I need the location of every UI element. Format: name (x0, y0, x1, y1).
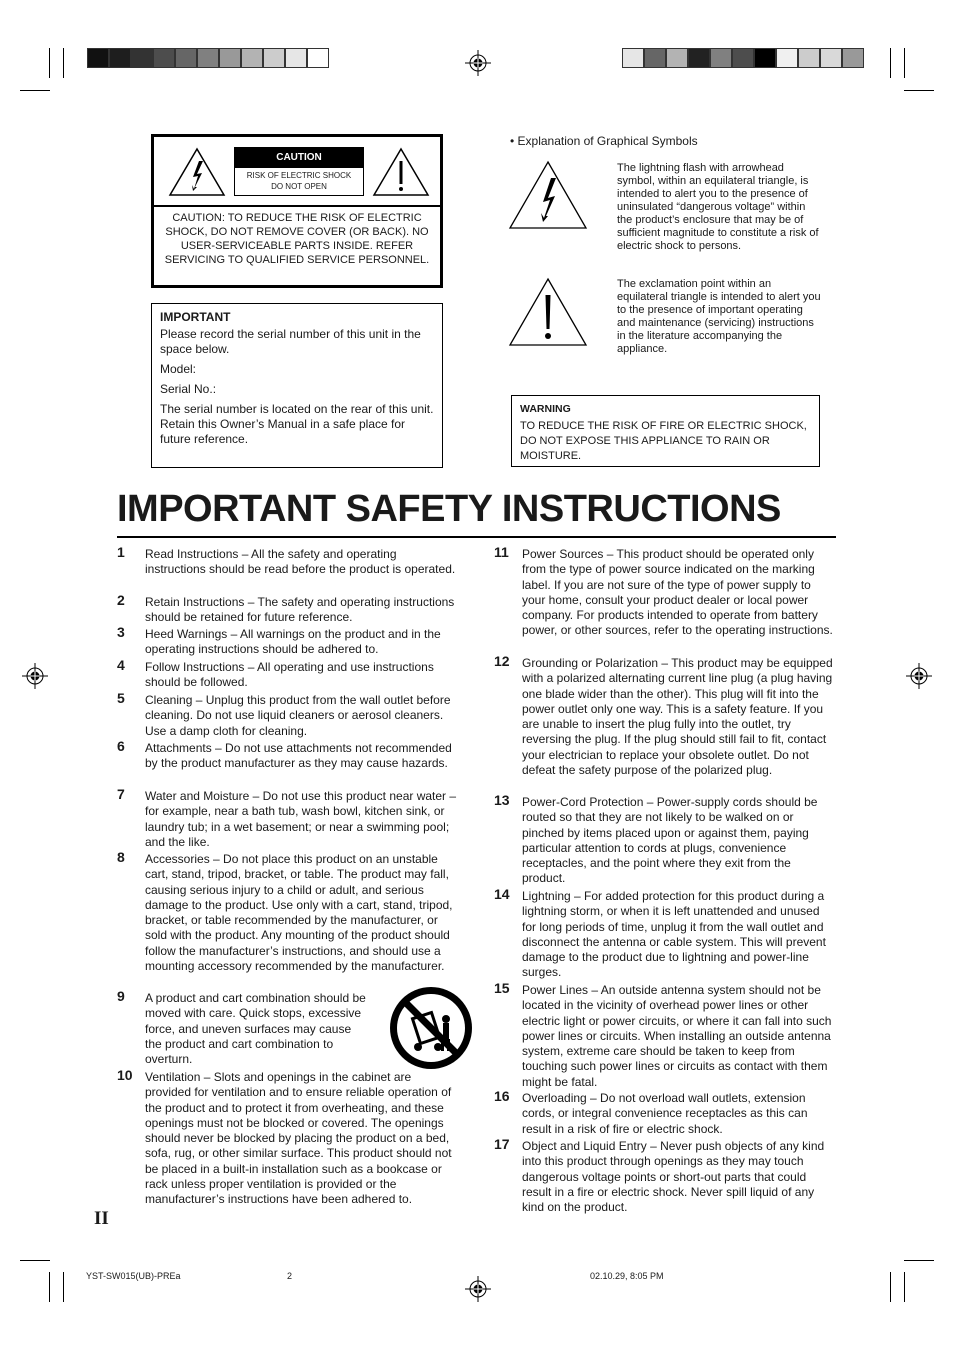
item-number: 3 (117, 624, 125, 640)
grayscale-swatch (776, 48, 798, 68)
list-item (494, 1088, 836, 1137)
footer-timestamp: 02.10.29, 8:05 PM (590, 1271, 664, 1281)
list-item (117, 786, 459, 850)
item-number: 11 (494, 544, 509, 560)
footer-page: 2 (287, 1271, 293, 1281)
item-number: 17 (494, 1136, 510, 1152)
item-number: 2 (117, 592, 125, 608)
item-text: Power Sources – This product should be operated only from the type of power source indicated on the marking label. If you are not sure of the type of power supply to your home, consult your product dealer or local power company. For products intended to operate from battery power, or other sources, refer to the operating instructions. (522, 547, 833, 638)
item-text: Overloading – Do not overload wall outlets, extension cords, or integral convenience receptacles as this can result in a risk of fire or electric shock. (522, 1091, 808, 1136)
page-title: IMPORTANT SAFETY INSTRUCTIONS (117, 488, 781, 530)
grayscale-swatch (622, 48, 644, 68)
list-item (117, 624, 459, 658)
item-number: 6 (117, 738, 125, 754)
list-item (117, 690, 459, 739)
item-text: Follow Instructions – All operating and use instructions should be followed. (145, 660, 434, 690)
item-text: Lightning – For added protection for this product during a lightning storm, or when it is left unattended and unused for long periods of time, unplug it from the wall outlet and disconnect the antenna or cable system. This will prevent damage to the product due to lightning and power-line surges. (522, 889, 826, 980)
list-item (117, 657, 459, 691)
warning-title: WARNING (520, 403, 571, 415)
title-underline (117, 536, 836, 538)
graphical-symbols-heading: • Explanation of Graphical Symbols (510, 134, 698, 148)
important-box (151, 303, 443, 468)
item-text: Power Lines – An outside antenna system should not be located in the vicinity of overhead power lines or other electric light or power circuits, or where it can fall into such power lines or circuits. When installing an outside antenna system, extreme care should be taken to keep from touching such power lines or circuits as contact with them might be fatal. (522, 983, 832, 1089)
item-number: 16 (494, 1088, 510, 1104)
registration-target-left-icon (22, 663, 48, 689)
list-item (494, 886, 836, 981)
item-number: 5 (117, 690, 125, 706)
item-text: Water and Moisture – Do not use this product near water – for example, near a bath tub, wash bowl, kitchen sink, or laundry tub; in a wet basement; or near a swimming pool; and the like. (145, 789, 457, 849)
exclamation-triangle-icon (372, 147, 430, 197)
item-number: 4 (117, 657, 125, 673)
item-text: Read Instructions – All the safety and operating instructions should be read before the product is operated. (145, 547, 456, 577)
item-number: 14 (494, 886, 510, 902)
item-text: Attachments – Do not use attachments not recommended by the product manufacturer as they may cause hazards. (145, 741, 452, 771)
grayscale-swatch (197, 48, 219, 68)
item-number: 10 (117, 1067, 133, 1083)
grayscale-swatch (263, 48, 285, 68)
warning-text: TO REDUCE THE RISK OF FIRE OR ELECTRIC SHOCK, DO NOT EXPOSE THIS APPLIANCE TO RAIN OR MOISTURE. (520, 420, 807, 462)
grayscale-swatch (754, 48, 776, 68)
grayscale-swatch (285, 48, 307, 68)
lightning-explanation: The lightning flash with arrowhead symbol, within an equilateral triangle, is intended to alert you to the presence of uninsulated “dangerous voltage” within the product’s enclosure that may be of sufficient magnitude to constitute a risk of electric shock to persons. (617, 162, 819, 252)
warning-box (511, 395, 820, 467)
item-text: Ventilation – Slots and openings in the cabinet are provided for ventilation and to ensure reliable operation of the product and to protect it from overheating, and these openings must not be blocked or covered. The openings should never be blocked by placing the product on a bed, sofa, rug, or other similar surface. This product should not be placed in a built-in installation such as a bookcase or rack unless proper ventilation is provided or the manufacturer’s instructions have been adhered to. (145, 1070, 452, 1207)
list-item (494, 653, 836, 778)
grayscale-swatch (688, 48, 710, 68)
caution-label-line2: DO NOT OPEN (271, 182, 327, 191)
grayscale-swatch (175, 48, 197, 68)
grayscale-swatch (219, 48, 241, 68)
exclamation-triangle-icon (508, 277, 588, 347)
item-number: 12 (494, 653, 510, 669)
item-number: 8 (117, 849, 125, 865)
caution-label-line1: RISK OF ELECTRIC SHOCK (246, 171, 352, 180)
item-text: Object and Liquid Entry – Never push objects of any kind into this product through openings as they may touch dangerous voltage points or short-out parts that could result in a fire or electric shock. Never spill liquid of any kind on the product. (522, 1139, 825, 1215)
grayscale-swatch (109, 48, 131, 68)
item-text: Grounding or Polarization – This product may be equipped with a polarized alternating current line plug (a plug having one blade wider than the other). This plug will fit into the power outlet only one way. This is a safety feature. If you are unable to insert the plug fully into the outlet, try reversing the plug. If the plug should still fail to fit, contact your electrician to replace your obsolete outlet. Do not defeat the safety purpose of the polarized plug. (522, 656, 833, 778)
registration-target-top-icon (465, 50, 491, 76)
list-item (117, 1067, 459, 1208)
lightning-triangle-icon (508, 160, 588, 230)
grayscale-swatch (241, 48, 263, 68)
grayscale-swatch (131, 48, 153, 68)
grayscale-swatch (644, 48, 666, 68)
footer-filename: YST-SW015(UB)-PREa (86, 1271, 181, 1281)
grayscale-swatch (820, 48, 842, 68)
item-text: Accessories – Do not place this product on an unstable cart, stand, tripod, bracket, or table. The product may fall, causing serious injury to a child or adult, and serious damage to the product. Use only with a cart, stand, tripod, bracket, or table recommended by the manufacturer, or sold with the product. Any mounting of the product should follow the manufacturer’s instructions, and should use a mounting accessory recommended by the manufacturer. (145, 852, 453, 974)
grayscale-swatch (732, 48, 754, 68)
grayscale-swatch (87, 48, 109, 68)
important-serial: Serial No.: (160, 382, 217, 396)
exclamation-explanation: The exclamation point within an equilateral triangle is intended to alert you to the presence of important operating and maintenance (servicing) instructions in the literature accompanying the appliance. (617, 278, 821, 355)
registration-target-right-icon (906, 663, 932, 689)
item-text: A product and cart combination should be moved with care. Quick stops, excessive force, and uneven surfaces may cause the product and cart combination to overturn. (145, 991, 366, 1067)
grayscale-swatch (798, 48, 820, 68)
grayscale-swatch (153, 48, 175, 68)
important-model: Model: (160, 362, 197, 376)
item-text: Heed Warnings – All warnings on the product and in the operating instructions should be adhered to. (145, 627, 441, 657)
caution-text: CAUTION: TO REDUCE THE RISK OF ELECTRIC SHOCK, DO NOT REMOVE COVER (OR BACK). NO USER-SERVICEABLE PARTS INSIDE. REFER SERVICING TO QUALIFIED SERVICE PERSONNEL. (164, 212, 430, 266)
grayscale-swatch (666, 48, 688, 68)
grayscale-swatch (307, 48, 329, 68)
caution-label-title: CAUTION (235, 148, 363, 168)
list-item (117, 592, 459, 626)
item-number: 15 (494, 980, 510, 996)
lightning-triangle-icon (168, 147, 226, 197)
list-item (117, 988, 367, 1067)
important-p4: The serial number is located on the rear of this unit. (160, 402, 434, 416)
item-number: 1 (117, 544, 125, 560)
list-item (494, 792, 836, 887)
important-p5: Retain this Owner’s Manual in a safe place for future reference. (160, 417, 406, 446)
page-number: II (94, 1208, 109, 1229)
caution-label (234, 147, 364, 196)
list-item (494, 1136, 836, 1215)
item-text: Cleaning – Unplug this product from the wall outlet before cleaning. Do not use liquid cleaners or aerosol cleaners. Use a damp cloth for cleaning. (145, 693, 451, 738)
item-number: 7 (117, 786, 125, 802)
item-number: 9 (117, 988, 125, 1004)
list-item (117, 849, 459, 974)
registration-target-bottom-icon (465, 1276, 491, 1302)
list-item (494, 980, 836, 1090)
list-item (117, 738, 459, 772)
caution-box-header (154, 137, 440, 207)
item-text: Power-Cord Protection – Power-supply cords should be routed so that they are not likely to be walked on or pinched by items placed upon or against them, paying particular attention to cords at plugs, convenience receptacles, and the point where they exit from the product. (522, 795, 818, 886)
list-item (117, 544, 459, 578)
caution-box (151, 134, 443, 288)
item-number: 13 (494, 792, 510, 808)
list-item (494, 544, 836, 639)
important-title: IMPORTANT (160, 310, 231, 324)
cart-tipover-warning-icon (388, 985, 474, 1071)
item-text: Retain Instructions – The safety and operating instructions should be retained for future reference. (145, 595, 455, 625)
grayscale-swatch (710, 48, 732, 68)
important-p1: Please record the serial number of this unit in the space below. (160, 327, 421, 356)
grayscale-swatch (842, 48, 864, 68)
